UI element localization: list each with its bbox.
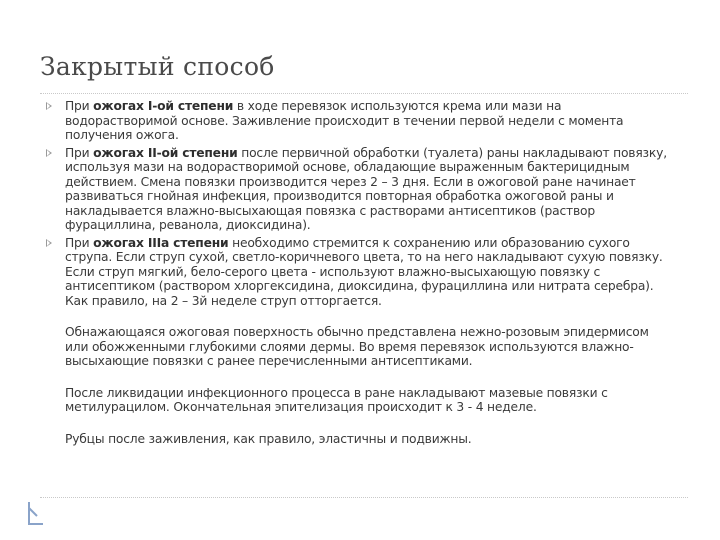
bullet-arrow-icon — [46, 239, 52, 247]
title-divider — [40, 93, 688, 94]
bullet-text-bold: ожогах II-ой степени — [93, 145, 238, 160]
bullet-text-pre: При — [65, 99, 94, 113]
bullet-text-bold: ожогах IIIа степени — [93, 235, 229, 250]
corner-decoration-icon — [25, 500, 47, 526]
slide-title: Закрытый способ — [40, 52, 275, 81]
bullet-text-post: в ходе перевязок используются крема или мази на водорастворимой основе. Заживление происходит в течении первой недели с момента получения ожога. — [65, 99, 624, 142]
bullet-text-pre: При — [65, 145, 94, 160]
bullet-item — [46, 236, 672, 309]
bullet-text-bold: ожогах I-ой степени — [93, 99, 234, 113]
bullet-text-post: необходимо стремится к сохранению или образованию сухого струпа. Если струп сухой, светло-коричневого цвета, то на него накладывают сухую повязку. Если струп мягкий, бело-серого цвета - используют влажно-высыхающую повязку с антисептиком (раствором хлоргексидина, диоксидина, фурациллина или нитрата серебра). Как правило, на 2 – 3й неделе струп отторгается. — [65, 235, 663, 308]
slide-content — [46, 99, 672, 446]
bullet-arrow-icon — [46, 102, 52, 110]
bullet-text-post: после первичной обработки (туалета) раны накладывают повязку, используя мази на водорастворимой основе, обладающие выраженным бактерицидным действием. Смена повязки производится через 2 – 3 дня. Если в ожоговой ране начинает развиваться гнойная инфекция, производится повторная обработка ожоговой раны и накладывается влажно-высыхающая повязка с растворами антисептиков (раствор фурациллина, реванола, диоксидина). — [65, 145, 667, 232]
body-paragraph: Рубцы после заживления, как правило, эластичны и подвижны. — [65, 431, 472, 446]
bullet-arrow-icon — [46, 149, 52, 157]
bullet-item — [46, 99, 672, 143]
body-paragraph: После ликвидации инфекционного процесса в ране накладывают мазевые повязки с метилурацилом. Окончательная эпителизация происходит к 3 - 4 неделе. — [65, 385, 608, 414]
bullet-item — [46, 146, 672, 233]
body-paragraph: Обнажающаяся ожоговая поверхность обычно представлена нежно-розовым эпидермисом или обожженными глубокими слоями дермы. Во время перевязок используются влажно-высыхающие повязки с ранее перечисленными антисептиками. — [65, 325, 649, 368]
footer-divider — [40, 497, 688, 498]
bullet-text-pre: При — [65, 235, 94, 250]
